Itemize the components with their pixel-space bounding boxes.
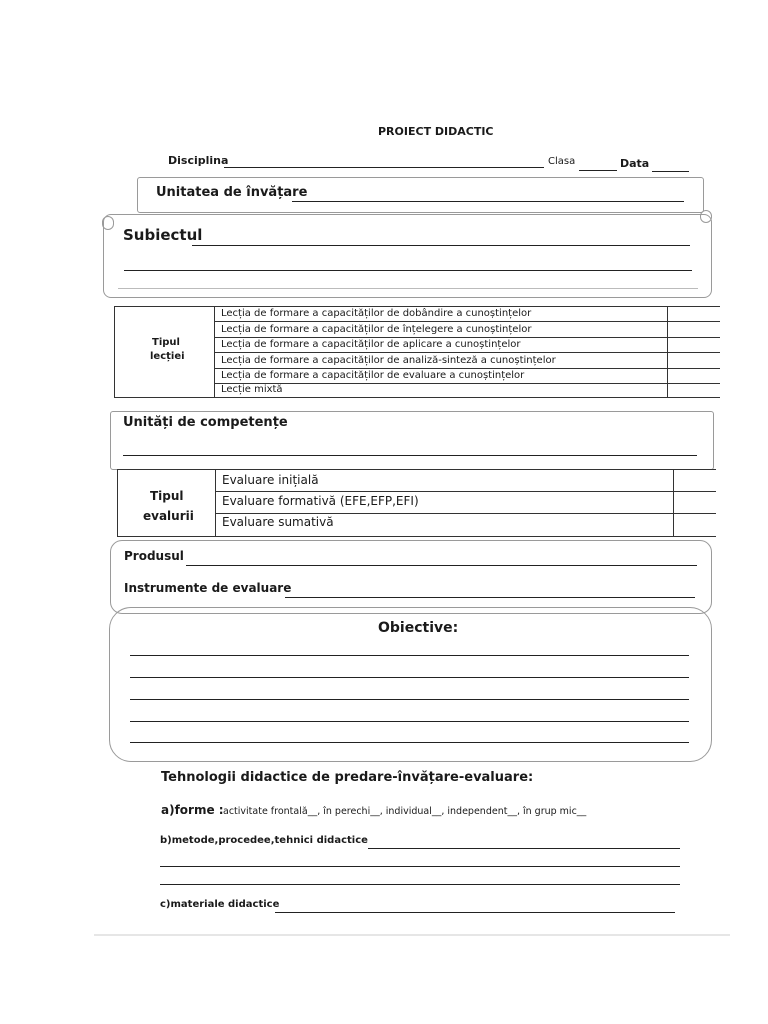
- data-label: Data: [620, 157, 650, 170]
- subiectul-box-base: [118, 288, 698, 289]
- obiective-field-4[interactable]: [130, 721, 689, 722]
- lectie-option-6[interactable]: Lecție mixtă: [221, 384, 283, 395]
- page-bottom-edge: [94, 934, 730, 936]
- obiective-field-2[interactable]: [130, 677, 689, 678]
- lectie-option-5[interactable]: Lecția de formare a capacităților de evaluare a cunoștințelor: [221, 370, 525, 381]
- produsul-label: Produsul: [124, 549, 184, 563]
- forme-label: a)forme :: [161, 803, 224, 817]
- materiale-label: c)materiale didactice: [160, 899, 280, 910]
- lectie-option-3[interactable]: Lecția de formare a capacităților de aplicare a cunoștințelor: [221, 339, 521, 350]
- metode-field-2[interactable]: [160, 866, 680, 867]
- obiective-label: Obiective:: [378, 620, 459, 636]
- instrumente-label: Instrumente de evaluare: [124, 581, 292, 595]
- tipul-lectiei-table: [114, 306, 720, 398]
- tipul-evaluarii-label-2: evalurii: [143, 509, 194, 523]
- forme-options[interactable]: activitate frontală__, în perechi__, individual__, independent__, în grup mic__: [223, 806, 587, 817]
- data-field[interactable]: [652, 171, 689, 172]
- tipul-evaluarii-label-1: Tipul: [150, 489, 184, 503]
- tipul-lectiei-label-1: Tipul: [152, 337, 180, 348]
- produsul-field[interactable]: [186, 565, 697, 566]
- disciplina-field[interactable]: [224, 167, 544, 168]
- lectie-option-4[interactable]: Lecția de formare a capacităților de analiză-sinteză a cunoștințelor: [221, 355, 556, 366]
- page-title: PROIECT DIDACTIC: [378, 125, 494, 138]
- subiectul-field-1[interactable]: [192, 245, 690, 246]
- unitatea-field[interactable]: [292, 201, 684, 202]
- competente-field[interactable]: [123, 455, 697, 456]
- evaluare-option-1[interactable]: Evaluare inițială: [222, 473, 319, 487]
- clasa-field[interactable]: [579, 170, 617, 171]
- unitatea-label: Unitatea de învățare: [156, 185, 308, 200]
- competente-label: Unități de competențe: [123, 415, 288, 430]
- materiale-field[interactable]: [275, 912, 675, 913]
- subiectul-field-2[interactable]: [124, 270, 692, 271]
- instrumente-field[interactable]: [285, 597, 695, 598]
- subiectul-label: Subiectul: [123, 226, 203, 244]
- evaluare-option-2[interactable]: Evaluare formativă (EFE,EFP,EFI): [222, 494, 419, 508]
- scroll-curl-right: [700, 210, 712, 223]
- obiective-field-1[interactable]: [130, 655, 689, 656]
- tehnologii-title: Tehnologii didactice de predare-învățare-evaluare:: [161, 770, 534, 785]
- scroll-curl-left: [102, 216, 114, 230]
- metode-field-1[interactable]: [368, 848, 680, 849]
- obiective-field-5[interactable]: [130, 742, 689, 743]
- lectie-option-2[interactable]: Lecția de formare a capacităților de înțelegere a cunoștințelor: [221, 324, 532, 335]
- tipul-lectiei-label-2: lecției: [150, 351, 185, 362]
- obiective-field-3[interactable]: [130, 699, 689, 700]
- lectie-option-1[interactable]: Lecția de formare a capacităților de dobândire a cunoștințelor: [221, 308, 532, 319]
- disciplina-label: Disciplina: [168, 154, 229, 167]
- evaluare-option-3[interactable]: Evaluare sumativă: [222, 515, 334, 529]
- produs-box: [110, 540, 712, 614]
- clasa-label: Clasa: [548, 156, 576, 167]
- metode-label: b)metode,procedee,tehnici didactice: [160, 835, 368, 846]
- metode-field-3[interactable]: [160, 884, 680, 885]
